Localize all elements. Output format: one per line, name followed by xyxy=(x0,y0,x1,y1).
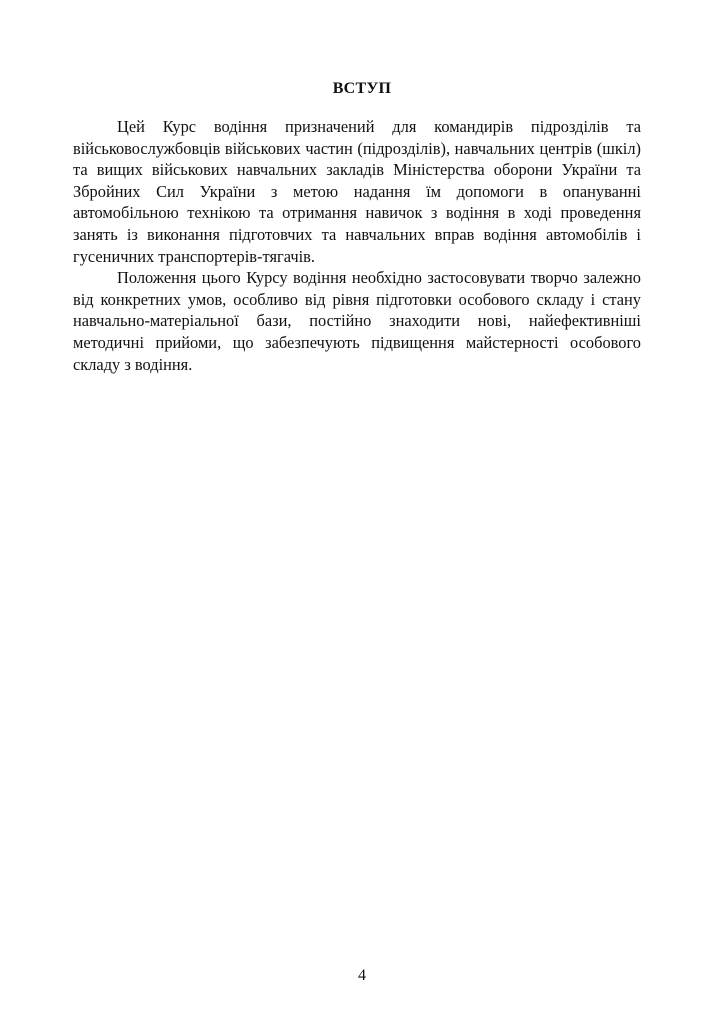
paragraph-purpose: Цей Курс водіння призначений для командирів підрозділів та військовослужбовців військових частин (підрозділів), навчальних центрів (шкіл) та вищих військових навчальних закладів Міністерства оборони України та Збройних Сил України з метою надання їм допомоги в опануванні автомобільною технікою та отримання навичок з водіння в ході проведення занять із виконання підготовчих та навчальних вправ водіння автомобілів і гусеничних транспортерів-тягачів. xyxy=(73,117,641,266)
body-text xyxy=(73,116,641,375)
page-number: 4 xyxy=(358,967,366,984)
section-title: ВСТУП xyxy=(332,80,392,97)
paragraph-application: Положення цього Курсу водіння необхідно застосовувати творчо залежно від конкретних умов, особливо від рівня підготовки особового складу і стану навчально-матеріальної бази, постійно знаходити нові, найефективніші методичні прийоми, що забезпечують підвищення майстерності особового складу з водіння. xyxy=(73,268,641,374)
